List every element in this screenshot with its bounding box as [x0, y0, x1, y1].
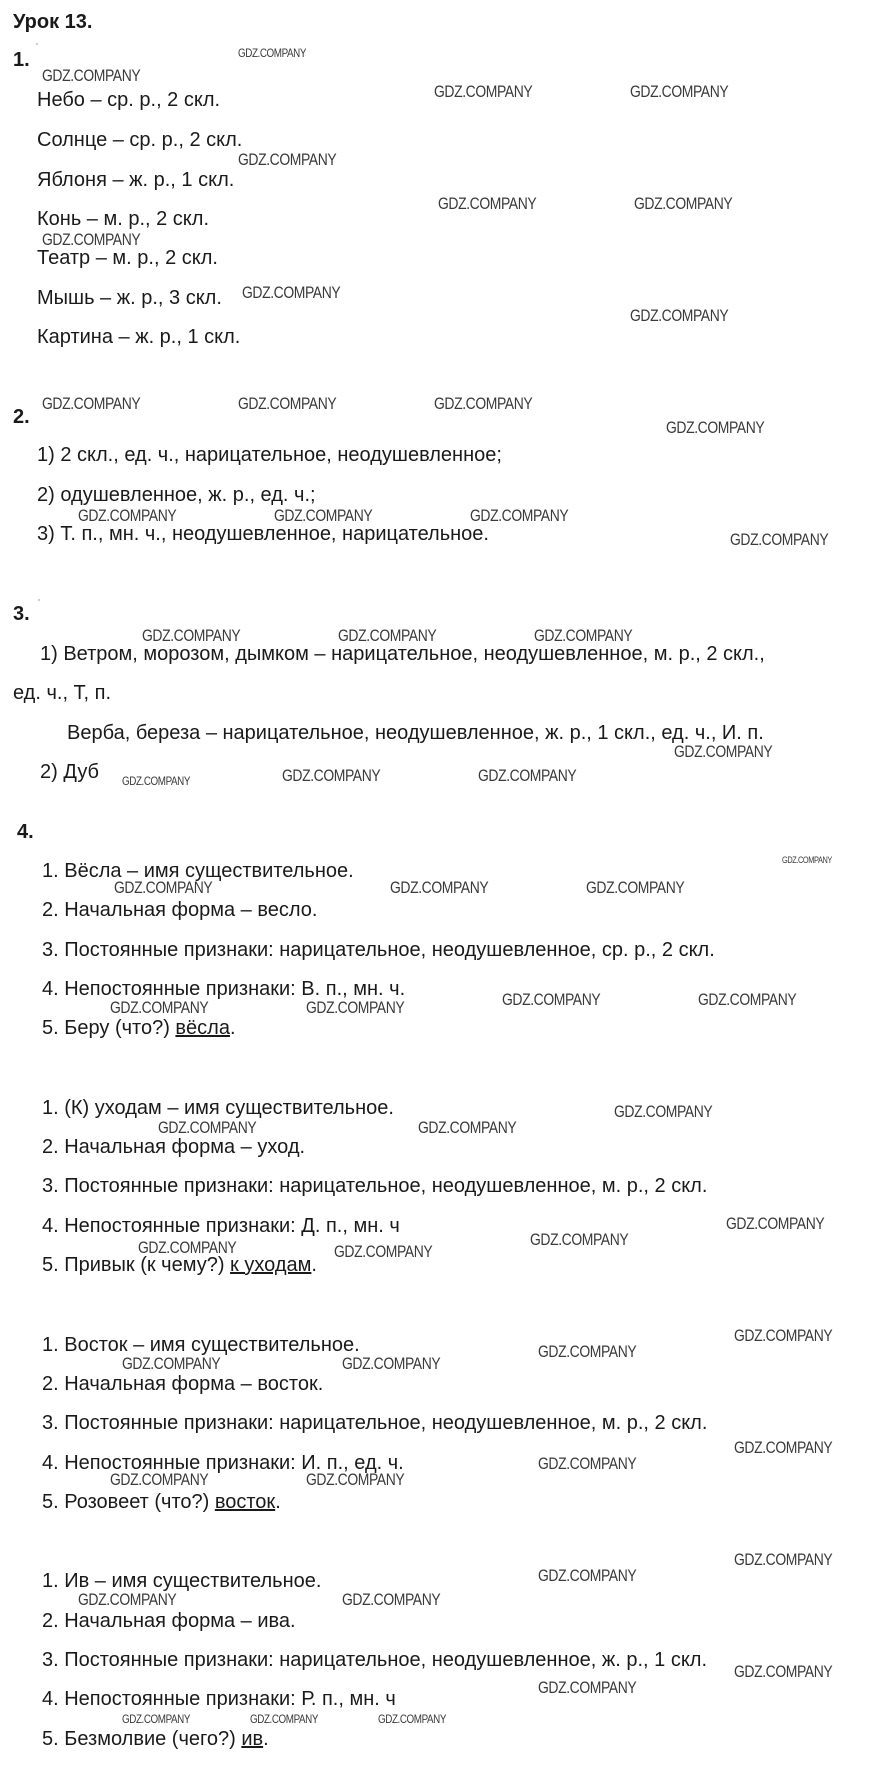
page-title: Урок 13.: [13, 11, 93, 33]
underlined-word: к уходам: [230, 1254, 312, 1276]
analysis-line: 5. Безмолвие (чего?) ив.: [42, 1728, 269, 1750]
watermark: GDZ.COMPANY: [470, 506, 569, 525]
watermark: GDZ.COMPANY: [342, 1590, 441, 1609]
analysis-line: 2. Начальная форма – восток.: [42, 1373, 324, 1395]
analysis-line: 3. Постоянные признаки: нарицательное, неодушевленное, м. р., 2 скл.: [42, 1175, 708, 1197]
watermark: GDZ.COMPANY: [734, 1662, 833, 1681]
watermark: GDZ.COMPANY: [614, 1102, 713, 1121]
analysis-line: 3. Постоянные признаки: нарицательное, неодушевленное, ж. р., 1 скл.: [42, 1649, 708, 1671]
analysis-line: 1. (К) уходам – имя существительное.: [42, 1097, 394, 1119]
watermark: GDZ.COMPANY: [122, 774, 191, 788]
watermark: GDZ.COMPANY: [378, 1712, 447, 1726]
analysis-line: 1. Восток – имя существительное.: [42, 1334, 360, 1356]
watermark: GDZ.COMPANY: [782, 855, 832, 865]
list-item: Солнце – ср. р., 2 скл.: [37, 129, 243, 151]
watermark: GDZ.COMPANY: [334, 1242, 433, 1261]
watermark: GDZ.COMPANY: [726, 1214, 825, 1233]
watermark: GDZ.COMPANY: [138, 1238, 237, 1257]
list-item: Яблоня – ж. р., 1 скл.: [37, 169, 235, 191]
watermark: GDZ.COMPANY: [586, 878, 685, 897]
watermark: GDZ.COMPANY: [78, 506, 177, 525]
text-line: 2) Дуб: [40, 761, 100, 783]
analysis-line: 5. Беру (что?) вёсла.: [42, 1017, 236, 1039]
watermark: GDZ.COMPANY: [434, 394, 533, 413]
watermark: GDZ.COMPANY: [438, 194, 537, 213]
analysis-line: 5. Привык (к чему?) к уходам.: [42, 1254, 317, 1276]
watermark: GDZ.COMPANY: [282, 766, 381, 785]
text-line: ед. ч., Т, п.: [13, 682, 112, 704]
analysis-line: 2. Начальная форма – уход.: [42, 1136, 306, 1158]
watermark: GDZ.COMPANY: [122, 1354, 221, 1373]
underlined-word: восток: [214, 1491, 276, 1513]
watermark: GDZ.COMPANY: [538, 1342, 637, 1361]
text-line: 1) Ветром, морозом, дымком – нарицательное, неодушевленное, м. р., 2 скл.,: [40, 643, 765, 665]
list-item: Картина – ж. р., 1 скл.: [37, 326, 241, 348]
analysis-line: 4. Непостоянные признаки: Д. п., мн. ч: [42, 1215, 400, 1237]
watermark: GDZ.COMPANY: [434, 82, 533, 101]
watermark: GDZ.COMPANY: [734, 1550, 833, 1569]
list-item: Театр – м. р., 2 скл.: [37, 247, 218, 269]
watermark: GDZ.COMPANY: [390, 878, 489, 897]
watermark: GDZ.COMPANY: [42, 394, 141, 413]
watermark: GDZ.COMPANY: [538, 1678, 637, 1697]
watermark: GDZ.COMPANY: [42, 66, 141, 85]
watermark: GDZ.COMPANY: [630, 82, 729, 101]
watermark: GDZ.COMPANY: [418, 1118, 517, 1137]
analysis-line: 1. Ив – имя существительное.: [42, 1570, 322, 1592]
watermark: GDZ.COMPANY: [674, 742, 773, 761]
watermark: GDZ.COMPANY: [734, 1438, 833, 1457]
watermark: GDZ.COMPANY: [634, 194, 733, 213]
watermark: GDZ.COMPANY: [342, 1354, 441, 1373]
analysis-line: 2. Начальная форма – ива.: [42, 1610, 296, 1632]
watermark: GDZ.COMPANY: [502, 990, 601, 1009]
tick-mark: ': [36, 42, 38, 53]
analysis-line: 1. Вёсла – имя существительное.: [42, 860, 354, 882]
watermark: GDZ.COMPANY: [534, 626, 633, 645]
analysis-line: 3. Постоянные признаки: нарицательное, неодушевленное, м. р., 2 скл.: [42, 1412, 708, 1434]
watermark: GDZ.COMPANY: [42, 230, 141, 249]
analysis-line: 4. Непостоянные признаки: И. п., ед. ч.: [42, 1452, 404, 1474]
watermark: GDZ.COMPANY: [238, 394, 337, 413]
list-item: 3) Т. п., мн. ч., неодушевленное, нарицательное.: [37, 523, 489, 545]
analysis-line: 5. Розовеет (что?) восток.: [42, 1491, 281, 1513]
analysis-line: 3. Постоянные признаки: нарицательное, неодушевленное, ср. р., 2 скл.: [42, 939, 715, 961]
watermark: GDZ.COMPANY: [114, 878, 213, 897]
watermark: GDZ.COMPANY: [630, 306, 729, 325]
tick-mark: ': [38, 598, 40, 609]
watermark: GDZ.COMPANY: [274, 506, 373, 525]
analysis-line: 4. Непостоянные признаки: Р. п., мн. ч: [42, 1688, 396, 1710]
underlined-word: ив: [241, 1728, 264, 1750]
list-item: 2) одушевленное, ж. р., ед. ч.;: [37, 484, 316, 506]
list-item: Небо – ср. р., 2 скл.: [37, 89, 221, 111]
list-item: 1) 2 скл., ед. ч., нарицательное, неодушевленное;: [37, 444, 502, 466]
list-item: Конь – м. р., 2 скл.: [37, 208, 210, 230]
watermark: GDZ.COMPANY: [158, 1118, 257, 1137]
watermark: GDZ.COMPANY: [250, 1712, 319, 1726]
watermark: GDZ.COMPANY: [338, 626, 437, 645]
analysis-line: 4. Непостоянные признаки: В. п., мн. ч.: [42, 978, 406, 1000]
list-item: Мышь – ж. р., 3 скл.: [37, 287, 222, 309]
watermark: GDZ.COMPANY: [142, 626, 241, 645]
task-1-number: 1.: [13, 49, 30, 71]
watermark: GDZ.COMPANY: [734, 1326, 833, 1345]
watermark: GDZ.COMPANY: [122, 1712, 191, 1726]
watermark: GDZ.COMPANY: [530, 1230, 629, 1249]
task-3-number: 3.: [13, 603, 30, 625]
watermark: GDZ.COMPANY: [730, 530, 829, 549]
watermark: GDZ.COMPANY: [110, 1470, 209, 1489]
watermark: GDZ.COMPANY: [238, 150, 337, 169]
watermark: GDZ.COMPANY: [478, 766, 577, 785]
watermark: GDZ.COMPANY: [110, 998, 209, 1017]
underlined-word: вёсла: [175, 1017, 230, 1039]
watermark: GDZ.COMPANY: [78, 1590, 177, 1609]
watermark: GDZ.COMPANY: [242, 283, 341, 302]
watermark: GDZ.COMPANY: [538, 1566, 637, 1585]
task-4-number: 4.: [17, 821, 34, 843]
watermark: GDZ.COMPANY: [238, 46, 307, 60]
watermark: GDZ.COMPANY: [698, 990, 797, 1009]
watermark: GDZ.COMPANY: [538, 1454, 637, 1473]
text-line: Верба, береза – нарицательное, неодушевленное, ж. р., 1 скл., ед. ч., И. п.: [67, 722, 764, 744]
watermark: GDZ.COMPANY: [306, 998, 405, 1017]
analysis-line: 2. Начальная форма – весло.: [42, 899, 318, 921]
watermark: GDZ.COMPANY: [306, 1470, 405, 1489]
watermark: GDZ.COMPANY: [666, 418, 765, 437]
task-2-number: 2.: [13, 406, 30, 428]
